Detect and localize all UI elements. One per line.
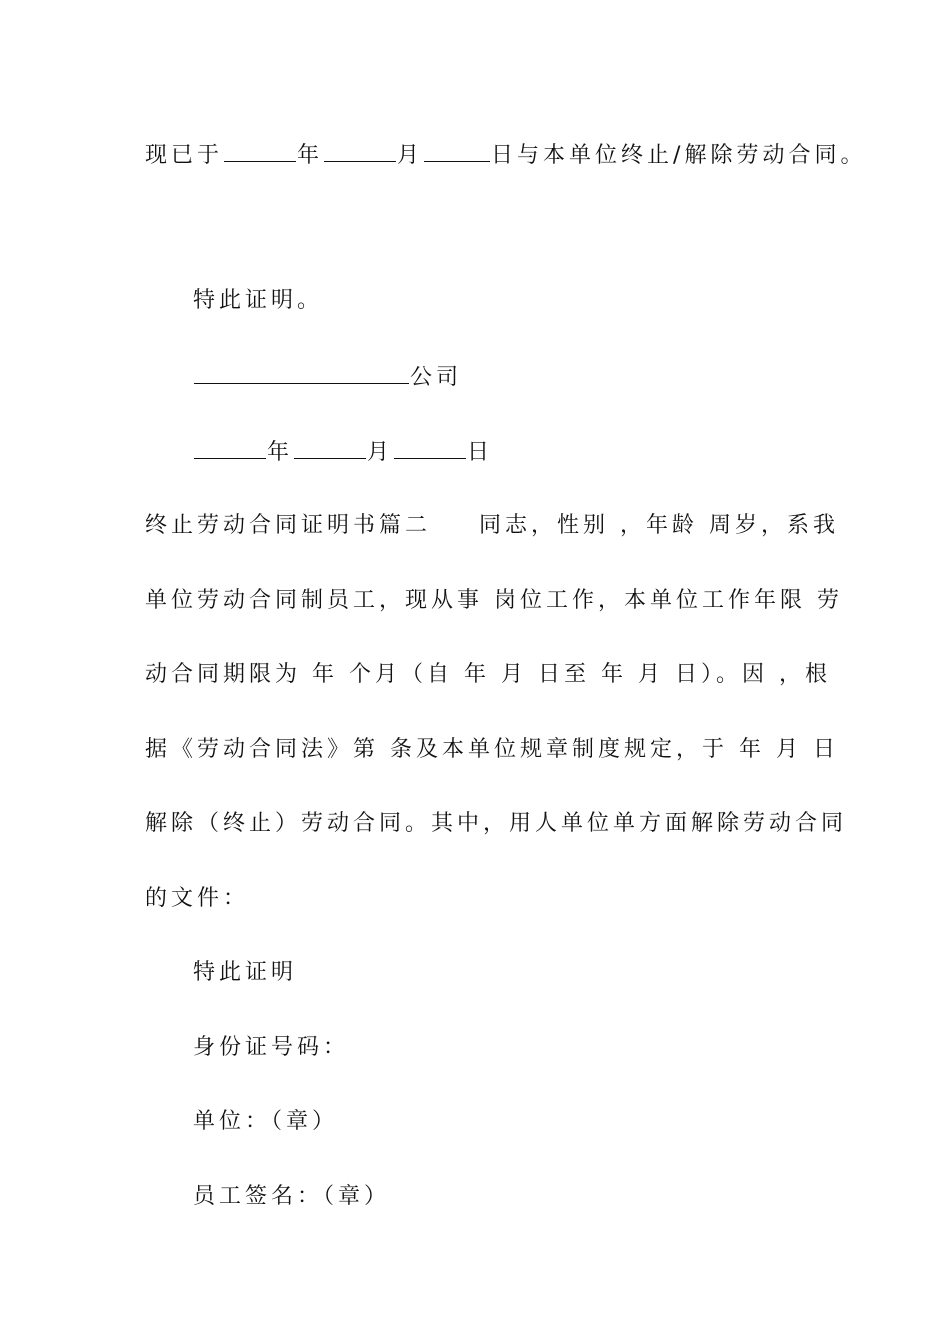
certification-statement: 特此证明。 (193, 288, 324, 313)
paragraph-line: 动合同期限为 年 个月（自 年 月 日至 年 月 日）。因 ，根 (145, 662, 831, 687)
paragraph-line: 解除（终止）劳动合同。其中，用人单位单方面解除劳动合同 (145, 811, 848, 836)
month-label: 月 (367, 440, 394, 465)
text-segment: 现已于 (145, 143, 224, 168)
termination-date-line (145, 139, 867, 171)
day-blank (424, 139, 490, 162)
paragraph-line: 的文件： (145, 886, 250, 911)
paragraph-line: 单位劳动合同制员工，现从事 岗位工作，本单位工作年限 劳 (145, 588, 843, 613)
year-blank (224, 139, 296, 162)
employee-signature-label: 员工签名：（章） (193, 1184, 391, 1209)
paragraph-text: 同志，性别 ，年龄 周岁，系我 (479, 513, 840, 538)
employer-seal-label: 单位：（章） (193, 1109, 339, 1134)
section-two-first-line (145, 511, 840, 541)
paragraph-line: 据《劳动合同法》第 条及本单位规章制度规定，于 年 月 日 (145, 737, 839, 762)
signature-date-line (193, 436, 873, 468)
month-blank (324, 139, 396, 162)
company-signature-line (193, 361, 873, 393)
id-number-label: 身份证号码： (193, 1035, 350, 1060)
month-blank (294, 436, 366, 459)
text-segment: 日与本单位终止/解除劳动合同。 (491, 143, 867, 168)
company-label: 公司 (410, 365, 463, 390)
day-blank (394, 436, 466, 459)
text-segment: 年 (297, 143, 324, 168)
year-label: 年 (267, 440, 294, 465)
company-name-blank (194, 361, 409, 384)
section-title: 终止劳动合同证明书篇二 (145, 513, 432, 538)
year-blank (194, 436, 266, 459)
certification-heading: 特此证明 (193, 960, 298, 985)
text-segment: 月 (397, 143, 424, 168)
day-label: 日 (467, 440, 494, 465)
